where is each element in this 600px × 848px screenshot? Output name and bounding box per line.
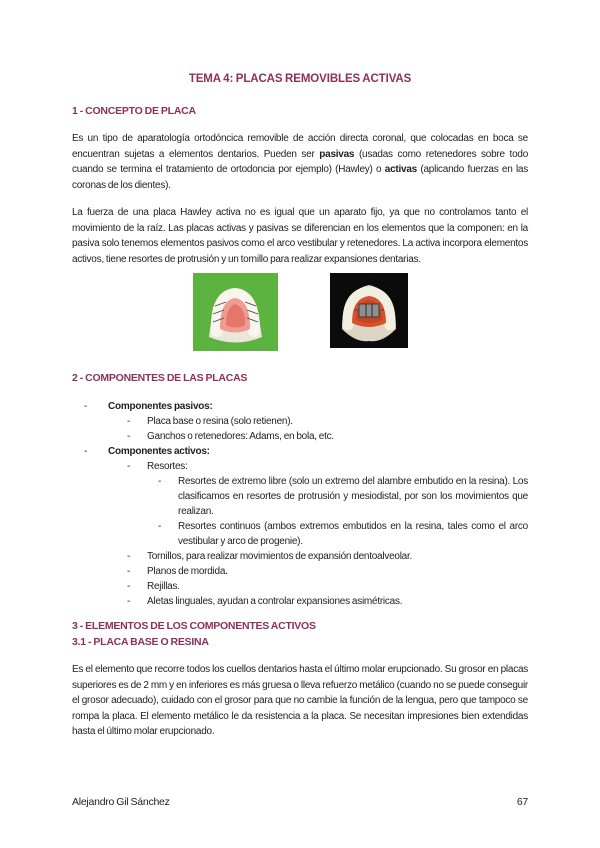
list-item <box>72 549 528 564</box>
list-item-text: Componentes pasivos: <box>108 401 213 412</box>
footer-page-number: 67 <box>516 795 528 808</box>
list-item <box>72 414 528 429</box>
bullet-dash: - <box>127 551 131 562</box>
photo-hawley-plate-green-background <box>193 273 278 351</box>
bullet-dash: - <box>127 416 131 427</box>
paragraph-concepto-1 <box>72 131 528 193</box>
list-item <box>72 459 528 474</box>
bullet-dash: - <box>158 521 162 532</box>
list-item <box>72 594 528 609</box>
list-item-text: Aletas linguales, ayudan a controlar expansiones asimétricas. <box>147 596 403 607</box>
heading-placa-base-o-resina: 3.1 - PLACA BASE O RESINA <box>72 636 209 648</box>
photo-expansion-plate-black-background <box>330 273 408 348</box>
section-3-headings <box>72 618 528 650</box>
list-item-text: Planos de mordida. <box>147 566 228 577</box>
list-item-text: Placa base o resina (solo retienen). <box>147 416 293 427</box>
list-item <box>72 564 528 579</box>
heading-componentes-placas: 2 - COMPONENTES DE LAS PLACAS <box>72 372 248 384</box>
list-item-text: Tornillos, para realizar movimientos de expansión dentoalveolar. <box>147 551 413 562</box>
body-text: (usadas como retenedores sobre todo cuando se termina el tratamiento de ortodoncia por ejemplo) (Hawley) o <box>72 148 529 175</box>
emphasized-text: pasivas <box>319 148 355 160</box>
expansion-screw <box>354 304 384 317</box>
figures-row <box>72 273 528 351</box>
bullet-dash: - <box>127 566 131 577</box>
emphasized-text: activas <box>384 164 417 175</box>
paragraph-placa-base: Es el elemento que recorre todos los cuellos dentarios hasta el último molar erupcionado. Su grosor en placas superiores es de 2 mm y en inferiores es más gruesa o lleva refuerzo metálico (cuando no se puede conseguir el grosor adecuado), cuidado con el grosor para que no cambie la función de la lengua, pero que tampoco se rompa la placa. El elemento metálico le da resistencia a la placa. Se necesitan impresiones bien extendidas hasta el último molar erupcionado. <box>72 664 528 737</box>
list-item <box>72 474 528 519</box>
list-item-text: Rejillas. <box>147 581 180 592</box>
list-item-text: Resortes continuos (ambos extremos embutidos en la resina, tales como el arco vestibular y arco de progenie). <box>178 521 528 547</box>
list-item <box>72 519 528 549</box>
list-item <box>72 399 528 414</box>
paragraph-concepto-2: La fuerza de una placa Hawley activa no es igual que un aparato fijo, ya que no controlamos tanto el movimiento de la raíz. Las placas activas y pasivas se diferencian en los elementos que la componen: en la pasiva solo tenemos elementos pasivos como el arco vestibular y retenedores. La activa incorpora elementos activos, tiene resortes de protrusión y un tornillo para realizar expansiones dentarias. <box>72 207 528 265</box>
heading-elementos-componentes-activos: 3 - ELEMENTOS DE LOS COMPONENTES ACTIVOS <box>72 620 316 632</box>
list-item-text: Componentes activos: <box>108 446 210 457</box>
bullet-dash: - <box>84 401 88 412</box>
list-item-text: Resortes de extremo libre (solo un extremo del alambre embutido en la resina). Los clasificamos en resortes de protrusión y mesiodistal, por son los movimientos que realizan. <box>178 476 528 517</box>
bullet-dash: - <box>127 596 131 607</box>
bullet-dash: - <box>127 431 131 442</box>
list-item-text: Resortes: <box>147 461 188 472</box>
page-title: TEMA 4: PLACAS REMOVIBLES ACTIVAS <box>188 73 412 85</box>
list-item-text: Ganchos o retenedores: Adams, en bola, etc. <box>147 431 334 442</box>
body-text: Es un tipo de aparatología ortodóncica removible de acción directa coronal, que colocadas en boca se encuentran sujetas a elementos dentarios. Pueden ser <box>72 133 528 160</box>
list-item <box>72 444 528 459</box>
footer-author: Alejandro Gil Sánchez <box>72 795 170 808</box>
bullet-dash: - <box>158 476 162 487</box>
body-text: (aplicando fuerzas en las coronas de los dientes). <box>72 164 528 191</box>
page-footer <box>72 795 528 811</box>
components-list <box>72 399 528 609</box>
bullet-dash: - <box>127 581 131 592</box>
list-item <box>72 429 528 444</box>
bullet-dash: - <box>84 446 88 457</box>
heading-concepto-de-placa: 1 - CONCEPTO DE PLACA <box>72 105 196 117</box>
list-item <box>72 579 528 594</box>
bullet-dash: - <box>127 461 131 472</box>
